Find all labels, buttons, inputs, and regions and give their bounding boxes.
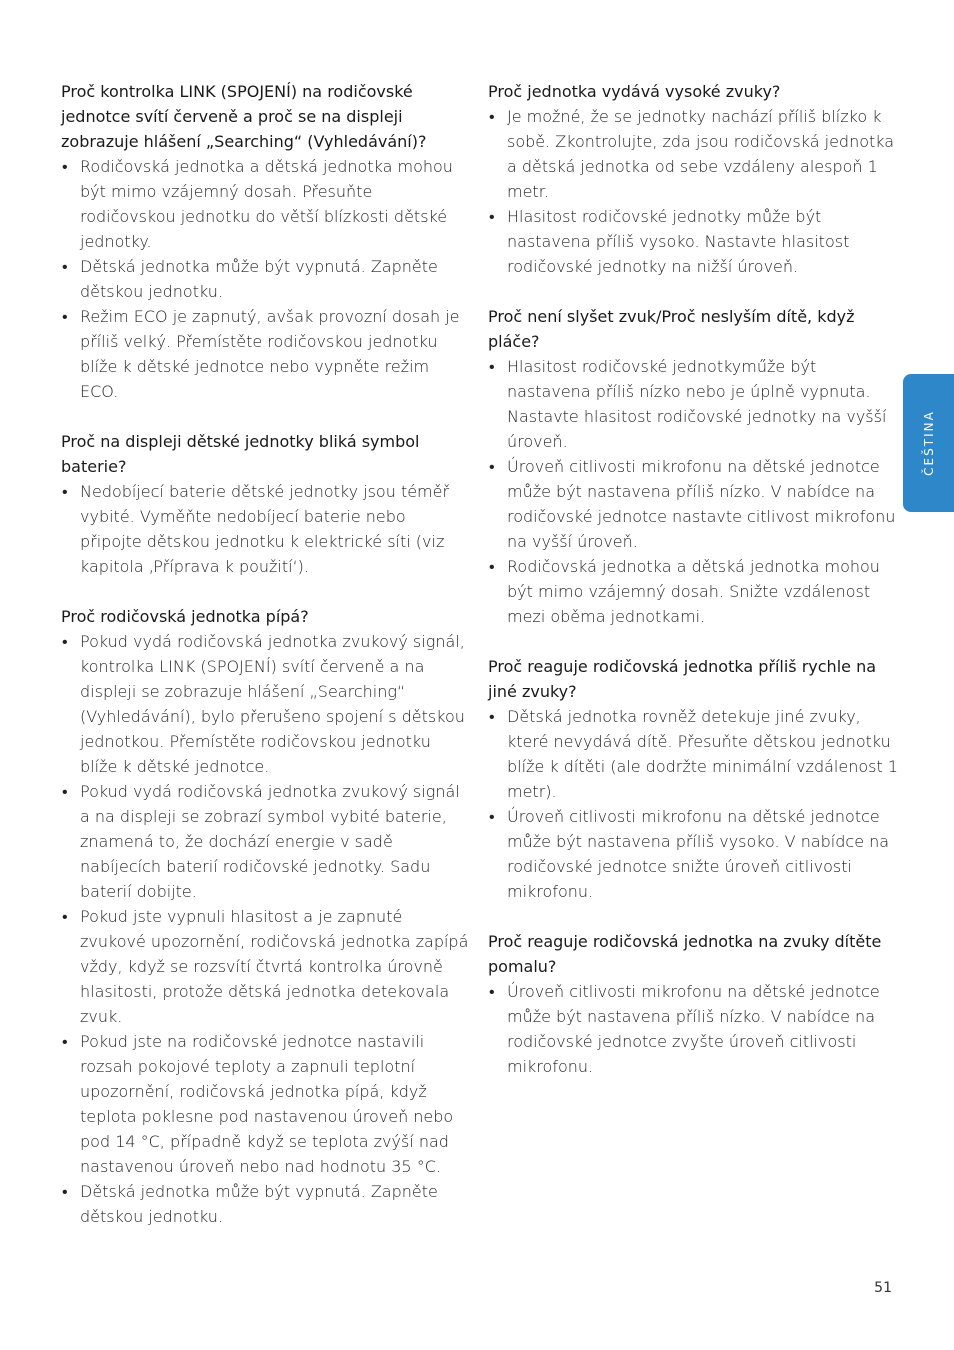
faq-answer-text: Pokud jste vypnuli hlasitost a je zapnuté zvukové upozornění, rodičovská jednotka zapípá vždy, když se rozsvítí čtvrtá kontrolka úrovně hlasitosti, protože dětská jednotka detekovala zvuk. xyxy=(80,907,469,1026)
bullet-icon: • xyxy=(62,307,68,326)
faq-answer-text: Úroveň citlivosti mikrofonu na dětské jednotce může být nastavena příliš nízko. V nabídce na rodičovské jednotce nastavte citlivost mikrofonu na vyšší úroveň. xyxy=(507,457,896,551)
faq-answer-text: Hlasitost rodičovské jednotkyműže být nastavena příliš nízko nebo je úplně vypnuta. Nastavte hlasitost rodičovské jednotky na vyšší úroveň. xyxy=(507,357,887,451)
faq-answer-item xyxy=(488,554,898,629)
faq-answer-item xyxy=(61,1179,469,1229)
faq-answer-item xyxy=(488,354,898,454)
faq-answer-item xyxy=(61,779,469,904)
faq-section xyxy=(488,654,898,904)
bullet-icon: • xyxy=(62,157,68,176)
bullet-icon: • xyxy=(62,632,68,651)
faq-question: Proč reaguje rodičovská jednotka příliš rychle na jiné zvuky? xyxy=(488,657,877,701)
bullet-icon: • xyxy=(489,207,495,226)
right-column xyxy=(488,79,898,1104)
faq-answer-text: Dětská jednotka může být vypnutá. Zapněte dětskou jednotku. xyxy=(80,1182,438,1226)
faq-answer-text: Pokud vydá rodičovská jednotka zvukový signál a na displeji se zobrazí symbol vybité baterie, znamená to, že dochází energie v sadě nabíjecích baterií rodičovské jednotky. Sadu baterií dobijte. xyxy=(80,782,460,901)
faq-answer-list xyxy=(488,354,898,629)
bullet-icon: • xyxy=(62,257,68,276)
faq-answer-list xyxy=(61,479,469,579)
faq-answer-text: Nedobíjecí baterie dětské jednotky jsou téměř vybité. Vyměňte nedobíjecí baterie nebo připojte dětskou jednotku k elektrické síti (viz kapitola ‚Příprava k použití‘). xyxy=(80,482,450,576)
faq-answer-list xyxy=(488,704,898,904)
faq-answer-text: Režim ECO je zapnutý, avšak provozní dosah je příliš velký. Přemístěte rodičovskou jednotku blíže k dětské jednotce nebo vypněte režim ECO. xyxy=(80,307,460,401)
bullet-icon: • xyxy=(489,707,495,726)
faq-answer-item xyxy=(61,304,469,404)
bullet-icon: • xyxy=(62,1182,68,1201)
faq-answer-list xyxy=(488,104,898,279)
faq-question: Proč jednotka vydává vysoké zvuky? xyxy=(488,82,781,101)
faq-answer-text: Úroveň citlivosti mikrofonu na dětské jednotce může být nastavena příliš nízko. V nabídce na rodičovské jednotce zvyšte úroveň citlivosti mikrofonu. xyxy=(507,982,880,1076)
faq-answer-item xyxy=(61,154,469,254)
left-column xyxy=(61,79,469,1254)
faq-answer-text: Dětská jednotka může být vypnutá. Zapněte dětskou jednotku. xyxy=(80,257,438,301)
faq-section xyxy=(61,79,469,404)
faq-answer-item xyxy=(61,629,469,779)
faq-answer-item xyxy=(61,904,469,1029)
language-tab-label: ČEŠTINA xyxy=(921,410,936,476)
faq-answer-text: Dětská jednotka rovněž detekuje jiné zvuky, které nevydává dítě. Přesuňte dětskou jednotku blíže k dítěti (ale dodržte minimální vzdálenost 1 metr). xyxy=(507,707,898,801)
faq-answer-item xyxy=(61,1029,469,1179)
bullet-icon: • xyxy=(489,557,495,576)
faq-answer-text: Pokud vydá rodičovská jednotka zvukový signál, kontrolka LINK (SPOJENÍ) svítí červeně a na displeji se zobrazuje hlášení „Searching“ (Vyhledávání), bylo přerušeno spojení s dětskou jednotkou. Přemístěte rodičovskou jednotku blíže k dětské jednotce. xyxy=(80,632,465,776)
faq-answer-item xyxy=(488,454,898,554)
faq-question: Proč reaguje rodičovská jednotka na zvuky dítěte pomalu? xyxy=(488,932,882,976)
faq-question: Proč kontrolka LINK (SPOJENÍ) na rodičovské jednotce svítí červeně a proč se na displeji zobrazuje hlášení „Searching“ (Vyhledávání)? xyxy=(61,82,427,151)
faq-question: Proč není slyšet zvuk/Proč neslyším dítě, když pláče? xyxy=(488,307,855,351)
language-tab xyxy=(903,374,954,512)
bullet-icon: • xyxy=(489,982,495,1001)
faq-answer-text: Úroveň citlivosti mikrofonu na dětské jednotce může být nastavena příliš vysoko. V nabídce na rodičovské jednotce snižte úroveň citlivosti mikrofonu. xyxy=(507,807,890,901)
faq-answer-text: Pokud jste na rodičovské jednotce nastavili rozsah pokojové teploty a zapnuli teplotní upozornění, rodičovská jednotka pípá, když teplota poklesne pod nastavenou úroveň nebo pod 14 °C, případně když se teplota zvýší nad nastavenou úroveň nebo nad hodnotu 35 °C. xyxy=(80,1032,454,1176)
bullet-icon: • xyxy=(489,457,495,476)
bullet-icon: • xyxy=(62,1032,68,1051)
faq-answer-item xyxy=(488,204,898,279)
bullet-icon: • xyxy=(62,482,68,501)
bullet-icon: • xyxy=(489,807,495,826)
faq-section xyxy=(61,429,469,579)
faq-question: Proč na displeji dětské jednotky bliká symbol baterie? xyxy=(61,432,420,476)
faq-section xyxy=(488,79,898,279)
faq-section xyxy=(488,304,898,629)
faq-answer-item xyxy=(488,104,898,204)
faq-answer-list xyxy=(488,979,898,1079)
faq-section xyxy=(61,604,469,1229)
faq-answer-text: Rodičovská jednotka a dětská jednotka mohou být mimo vzájemný dosah. Snižte vzdálenost mezi oběma jednotkami. xyxy=(507,557,880,626)
bullet-icon: • xyxy=(62,782,68,801)
faq-answer-item xyxy=(488,804,898,904)
faq-answer-text: Je možné, že se jednotky nachází příliš blízko k sobě. Zkontrolujte, zda jsou rodičovská jednotka a dětská jednotka od sebe vzdáleny alespoň 1 metr. xyxy=(507,107,895,201)
faq-answer-list xyxy=(61,154,469,404)
page-number: 51 xyxy=(874,1280,892,1296)
faq-question: Proč rodičovská jednotka pípá? xyxy=(61,607,309,626)
faq-answer-text: Hlasitost rodičovské jednotky může být nastavena příliš vysoko. Nastavte hlasitost rodičovské jednotky na nižší úroveň. xyxy=(507,207,850,276)
faq-answer-item xyxy=(61,479,469,579)
faq-answer-item xyxy=(61,254,469,304)
bullet-icon: • xyxy=(489,107,495,126)
faq-section xyxy=(488,929,898,1079)
faq-answer-list xyxy=(61,629,469,1229)
faq-answer-item xyxy=(488,704,898,804)
faq-answer-text: Rodičovská jednotka a dětská jednotka mohou být mimo vzájemný dosah. Přesuňte rodičovskou jednotku do větší blízkosti dětské jednotky. xyxy=(80,157,453,251)
bullet-icon: • xyxy=(62,907,68,926)
faq-answer-item xyxy=(488,979,898,1079)
bullet-icon: • xyxy=(489,357,495,376)
